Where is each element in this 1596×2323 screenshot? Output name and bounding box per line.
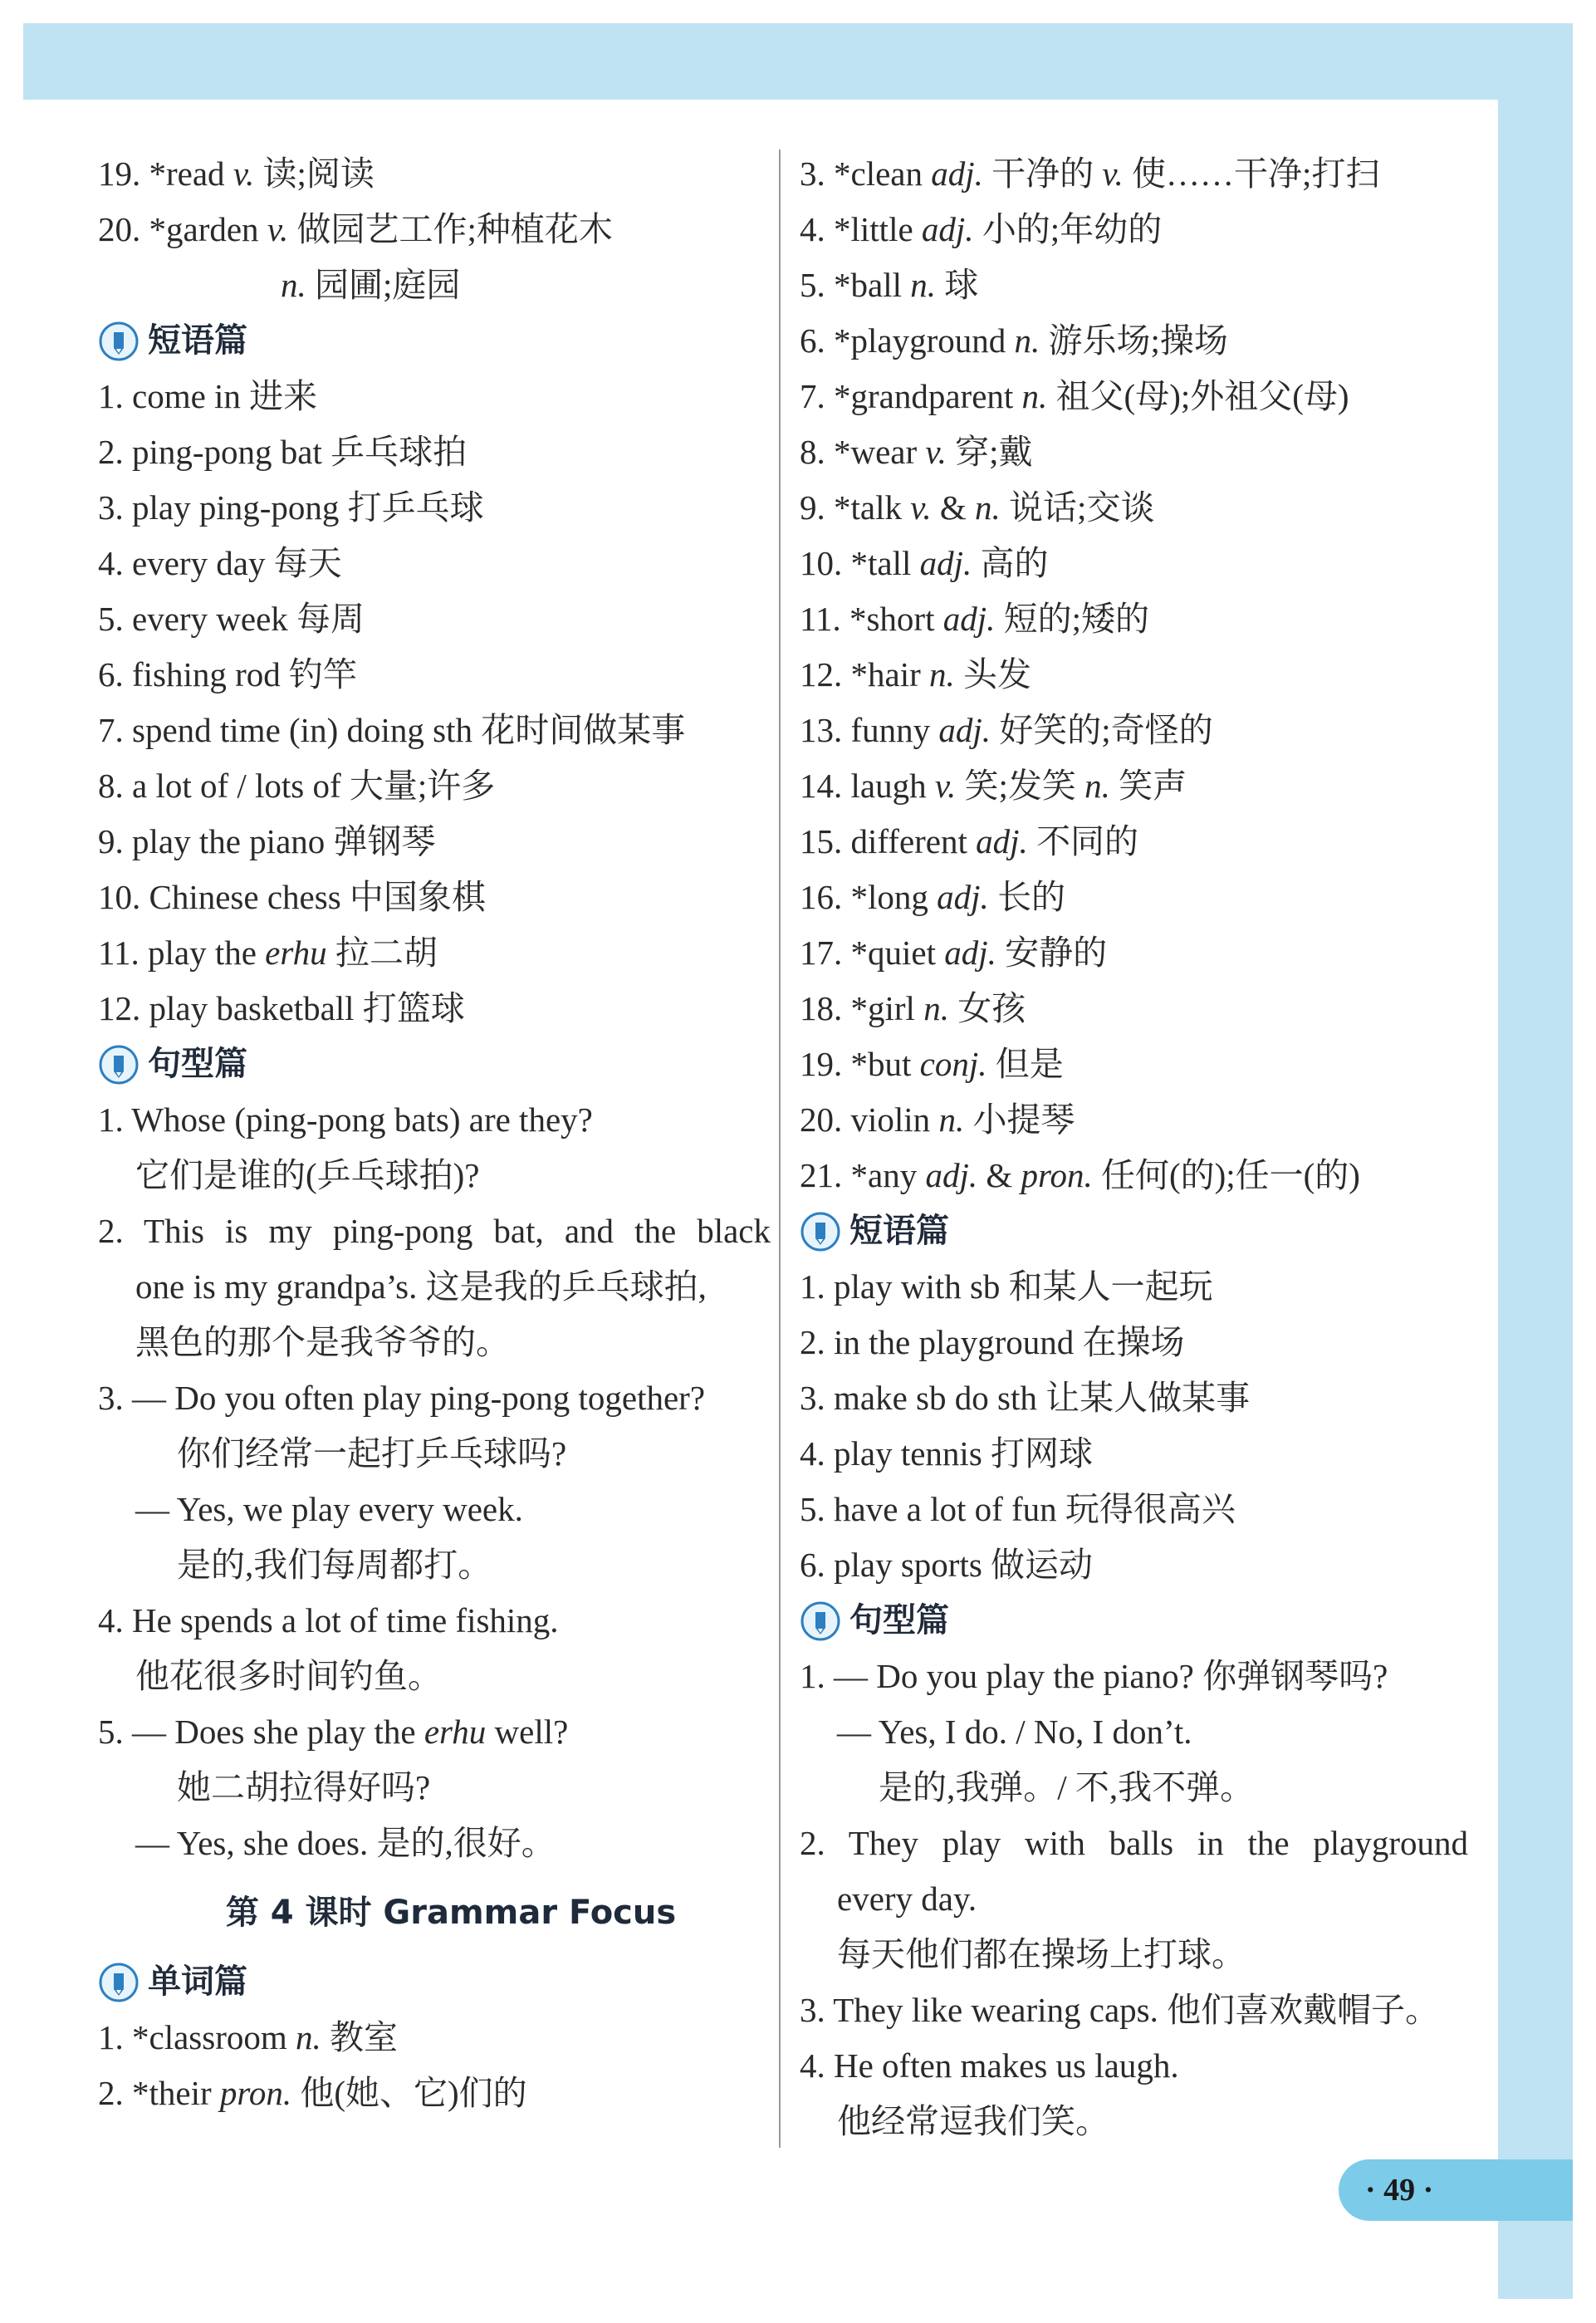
pencil-icon [98,1962,140,2003]
phrase-item: 12. play basketball 打篮球 [98,989,465,1027]
sentence-translation: 是的,我弹。/ 不,我不弹。 [879,1768,1255,1806]
sentence-item: 1. — Do you play the piano? 你弹钢琴吗? [800,1657,1388,1695]
section-heading-label: 短语篇 [849,1212,949,1250]
phrase-item: 1. play with sb 和某人一起玩 [800,1267,1213,1306]
sentence-reply: — Yes, we play every week. [135,1490,523,1528]
sentence-translation: 每天他们都在操场上打球。 [837,1935,1246,1973]
vocab-item: 9. *talk v. & n. 说话;交谈 [800,488,1155,527]
pencil-icon [98,321,140,362]
phrase-item: 7. spend time (in) doing sth 花时间做某事 [98,711,686,749]
sentence-item: 5. — Does she play the erhu well? [98,1713,569,1751]
vocab-item: 10. *tall adj. 高的 [800,544,1049,582]
section-heading-label: 单词篇 [148,1963,247,2001]
sentence-item-continued: every day. [837,1879,977,1918]
sentence-translation: 是的,我们每周都打。 [177,1546,492,1584]
vocab-item: 1. *classroom n. 教室 [98,2018,398,2056]
vocab-item: 5. *ball n. 球 [800,266,979,304]
sentence-translation: 你们经常一起打乒乓球吗? [177,1434,567,1473]
vocab-item: 4. *little adj. 小的;年幼的 [800,210,1163,248]
lesson-title: 第 4 课时 Grammar Focus [225,1894,677,1932]
phrase-item: 3. play ping-pong 打乒乓球 [98,488,484,527]
section-heading-label: 句型篇 [148,1045,247,1083]
section-heading-words [98,1954,771,2010]
vocab-item: 11. *short adj. 短的;矮的 [800,600,1150,638]
left-column [98,146,771,2121]
page-number: · 49 · [1365,2173,1434,2208]
pencil-icon [800,1211,841,1252]
sentence-translation: 他花很多时间钓鱼。 [135,1657,442,1695]
sentence-translation: 它们是谁的(乒乓球拍)? [135,1156,480,1194]
sentence-translation: 她二胡拉得好吗? [177,1768,431,1806]
vocab-item: 3. *clean adj. 干净的 v. 使……干净;打扫 [800,154,1380,193]
section-heading-phrases [800,1203,1468,1259]
section-heading-sentences [800,1593,1468,1649]
right-color-band [1498,23,1573,2299]
vocab-item-continued: n. 园圃;庭园 [281,266,461,304]
phrase-item: 9. play the piano 弹钢琴 [98,822,436,860]
section-heading-label: 短语篇 [148,321,247,360]
phrase-item: 6. fishing rod 钓竿 [98,655,358,693]
sentence-item: 4. He spends a lot of time fishing. [98,1601,559,1639]
phrase-item: 4. play tennis 打网球 [800,1434,1094,1473]
vocab-item: 20. *garden v. 做园艺工作;种植花木 [98,210,613,248]
vocab-item: 19. *but conj. 但是 [800,1045,1064,1083]
section-heading-sentences [98,1037,771,1092]
vocab-item: 8. *wear v. 穿;戴 [800,433,1033,471]
phrase-item: 8. a lot of / lots of 大量;许多 [98,767,496,805]
phrase-item: 1. come in 进来 [98,377,318,415]
sentence-translation: 黑色的那个是我爷爷的。 [135,1323,510,1361]
vocab-item: 17. *quiet adj. 安静的 [800,934,1108,972]
sentence-item-continued: one is my grandpa’s. 这是我的乒乓球拍, [135,1267,707,1306]
vocab-item: 20. violin n. 小提琴 [800,1100,1075,1139]
sentence-item: 2. This is my ping-pong bat, and the black [98,1212,771,1250]
vocab-item: 16. *long adj. 长的 [800,878,1066,916]
sentence-reply: — Yes, I do. / No, I don’t. [837,1713,1192,1751]
phrase-item: 10. Chinese chess 中国象棋 [98,878,486,916]
pencil-icon [98,1044,140,1086]
sentence-item: 3. — Do you often play ping-pong together? [98,1379,706,1417]
sentence-translation: 他经常逗我们笑。 [837,2102,1109,2140]
phrase-item: 4. every day 每天 [98,544,342,582]
phrase-item: 3. make sb do sth 让某人做某事 [800,1379,1251,1417]
sentence-item: 4. He often makes us laugh. [800,2046,1179,2085]
vocab-item: 18. *girl n. 女孩 [800,989,1026,1027]
phrase-item: 6. play sports 做运动 [800,1546,1094,1584]
column-divider [779,149,781,2148]
vocab-item: 6. *playground n. 游乐场;操场 [800,321,1228,360]
vocab-item: 15. different adj. 不同的 [800,822,1139,860]
phrase-item: 5. have a lot of fun 玩得很高兴 [800,1490,1236,1528]
pencil-icon [800,1600,841,1642]
vocab-item: 14. laugh v. 笑;发笑 n. 笑声 [800,767,1187,805]
right-column [800,146,1468,2149]
vocab-item: 21. *any adj. & pron. 任何(的);任一(的) [800,1156,1360,1194]
vocab-item: 12. *hair n. 头发 [800,655,1031,693]
sentence-item: 2. They play with balls in the playground [800,1824,1468,1862]
vocab-item: 7. *grandparent n. 祖父(母);外祖父(母) [800,377,1349,415]
section-heading-label: 句型篇 [849,1601,949,1639]
sentence-reply: — Yes, she does. 是的,很好。 [135,1824,556,1862]
vocab-item: 13. funny adj. 好笑的;奇怪的 [800,711,1213,749]
vocab-item: 19. *read v. 读;阅读 [98,154,375,193]
page-number-badge [1339,2159,1573,2221]
section-heading-phrases [98,313,771,369]
vocab-item: 2. *their pron. 他(她、它)们的 [98,2074,527,2112]
phrase-item: 2. ping-pong bat 乒乓球拍 [98,433,468,471]
phrase-item: 2. in the playground 在操场 [800,1323,1185,1361]
sentence-item: 3. They like wearing caps. 他们喜欢戴帽子。 [800,1991,1440,2029]
phrase-item: 11. play the erhu 拉二胡 [98,934,438,972]
phrase-item: 5. every week 每周 [98,600,365,638]
sentence-item: 1. Whose (ping-pong bats) are they? [98,1100,593,1139]
top-color-band [23,23,1573,100]
